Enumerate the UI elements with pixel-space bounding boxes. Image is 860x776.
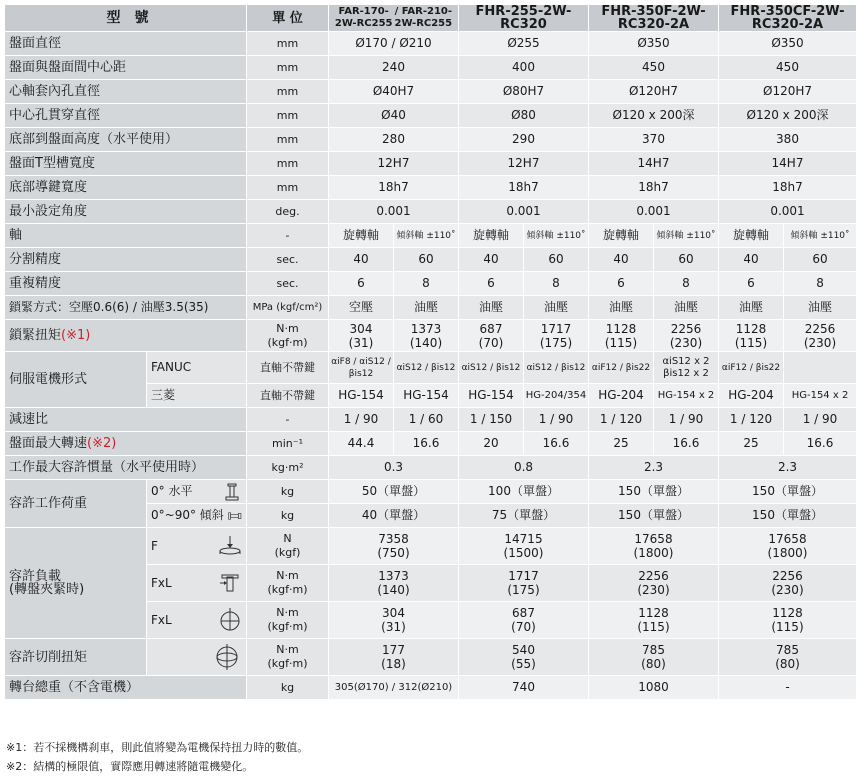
footnotes [6,738,308,776]
row-label: 盤面直徑 [5,32,247,56]
radial-moment-icon [218,608,242,632]
table-row: 底部到盤面高度（水平使用） mm 280 290 370 380 [5,128,857,152]
table-row: 鎖緊扭矩(※1) N·m (kgf·m) 304 (31) 1373 (140) 687 (70) 1717 (175) 1128 (115) 2256 (230) 1128 (115) 2256 (230) [5,320,857,352]
header-row [5,5,857,32]
table-row: 容許工作荷重 0° 水平 kg 50（單盤） 100（單盤） 150（單盤） 150（單盤） [5,480,857,504]
cutting-torque-icon [214,644,240,670]
table-row: 容許切削扭矩 N·m (kgf·m) 177 (18) 540 (55) 785 (80) 785 (80) [5,639,857,676]
footnote-2: ※2：結構的極限值，實際應用轉速將隨電機變化。 [6,760,254,773]
table-row: 心軸套內孔直徑 mm Ø40H7 Ø80H7 Ø120H7 Ø120H7 [5,80,857,104]
table-row: 盤面直徑 mm Ø170 / Ø210 Ø255 Ø350 Ø350 [5,32,857,56]
table-row: 鎖緊方式：空壓0.6(6) / 油壓3.5(35) MPa (kgf/cm²) 空壓 油壓 油壓 油壓 油壓 油壓 油壓 油壓 [5,296,857,320]
spec-table [4,4,857,700]
footnote-1: ※1：若不採機構刹車，則此值將變為電機保持扭力時的數值。 [6,741,309,754]
table-row: FxL N·m (kgf·m) 1373 (140) 1717 (175) 2256 (230) 2256 (230) [5,565,857,602]
table-row: 容許負載 (轉盤夾緊時) F N (kgf) 7358 (750) 14715 (1500) 17658 (1800) 17658 (1800) [5,528,857,565]
table-row: 底部導鍵寬度 mm 18h7 18h7 18h7 18h7 [5,176,857,200]
tilt-mount-icon [228,508,242,524]
table-row: 工作最大容許慣量（水平使用時） kg·m² 0.3 0.8 2.3 2.3 [5,456,857,480]
table-row: 重複精度 sec. 6 8 6 8 6 8 6 8 [5,272,857,296]
table-row: 軸 - 旋轉軸 傾斜軸 ±110˚ 旋轉軸 傾斜軸 ±110˚ 旋轉軸 傾斜軸 ±110˚ 旋轉軸 傾斜軸 ±110˚ [5,224,857,248]
table-row: 分割精度 sec. 40 60 40 60 40 60 40 60 [5,248,857,272]
model-header: 型 號 [5,5,247,32]
table-row: 轉台總重（不含電機） kg 305(Ø170) / 312(Ø210) 740 1080 - [5,676,857,700]
table-row: FxL N·m (kgf·m) 304 (31) 687 (70) 1128 (115) 1128 (115) [5,602,857,639]
table-row: 盤面T型槽寬度 mm 12H7 12H7 14H7 14H7 [5,152,857,176]
model-header-far: FAR-170- 2W-RC255 / FAR-210- 2W-RC255 [329,5,459,32]
model-header-fhr350cf: FHR-350CF-2W- RC320-2A [719,5,857,32]
table-row: 盤面最大轉速(※2) min⁻¹ 44.4 16.6 20 16.6 25 16.6 25 16.6 [5,432,857,456]
model-header-fhr255: FHR-255-2W- RC320 [459,5,589,32]
unit-header: 單 位 [247,5,329,32]
moment-load-icon [218,571,242,595]
table-row: 盤面與盤面間中心距 mm 240 400 450 450 [5,56,857,80]
table-row: 0°~90° 傾斜 kg 40（單盤） 75（單盤） 150（單盤） 150（單盤） [5,504,857,528]
table-row: 減速比 - 1 / 90 1 / 60 1 / 150 1 / 90 1 / 120 1 / 90 1 / 120 1 / 90 [5,408,857,432]
model-header-fhr350f: FHR-350F-2W- RC320-2A [589,5,719,32]
table-row: 最小設定角度 deg. 0.001 0.001 0.001 0.001 [5,200,857,224]
table-row: 中心孔貫穿直徑 mm Ø40 Ø80 Ø120 x 200深 Ø120 x 200深 [5,104,857,128]
horizontal-mount-icon [222,483,242,501]
axial-load-icon [218,536,242,556]
table-row: 伺服電機形式 FANUC 直軸不帶鍵 αiF8 / αiS12 / βis12 αiS12 / βis12 αiS12 / βis12 αiS12 / βis12 αiF12 / βis22 αiS12 x 2 βis12 x 2 αiF12 / βis22 [5,352,857,384]
table-row: 三菱 直軸不帶鍵 HG-154 HG-154 HG-154 HG-204/354 HG-204 HG-154 x 2 HG-204 HG-154 x 2 [5,384,857,408]
